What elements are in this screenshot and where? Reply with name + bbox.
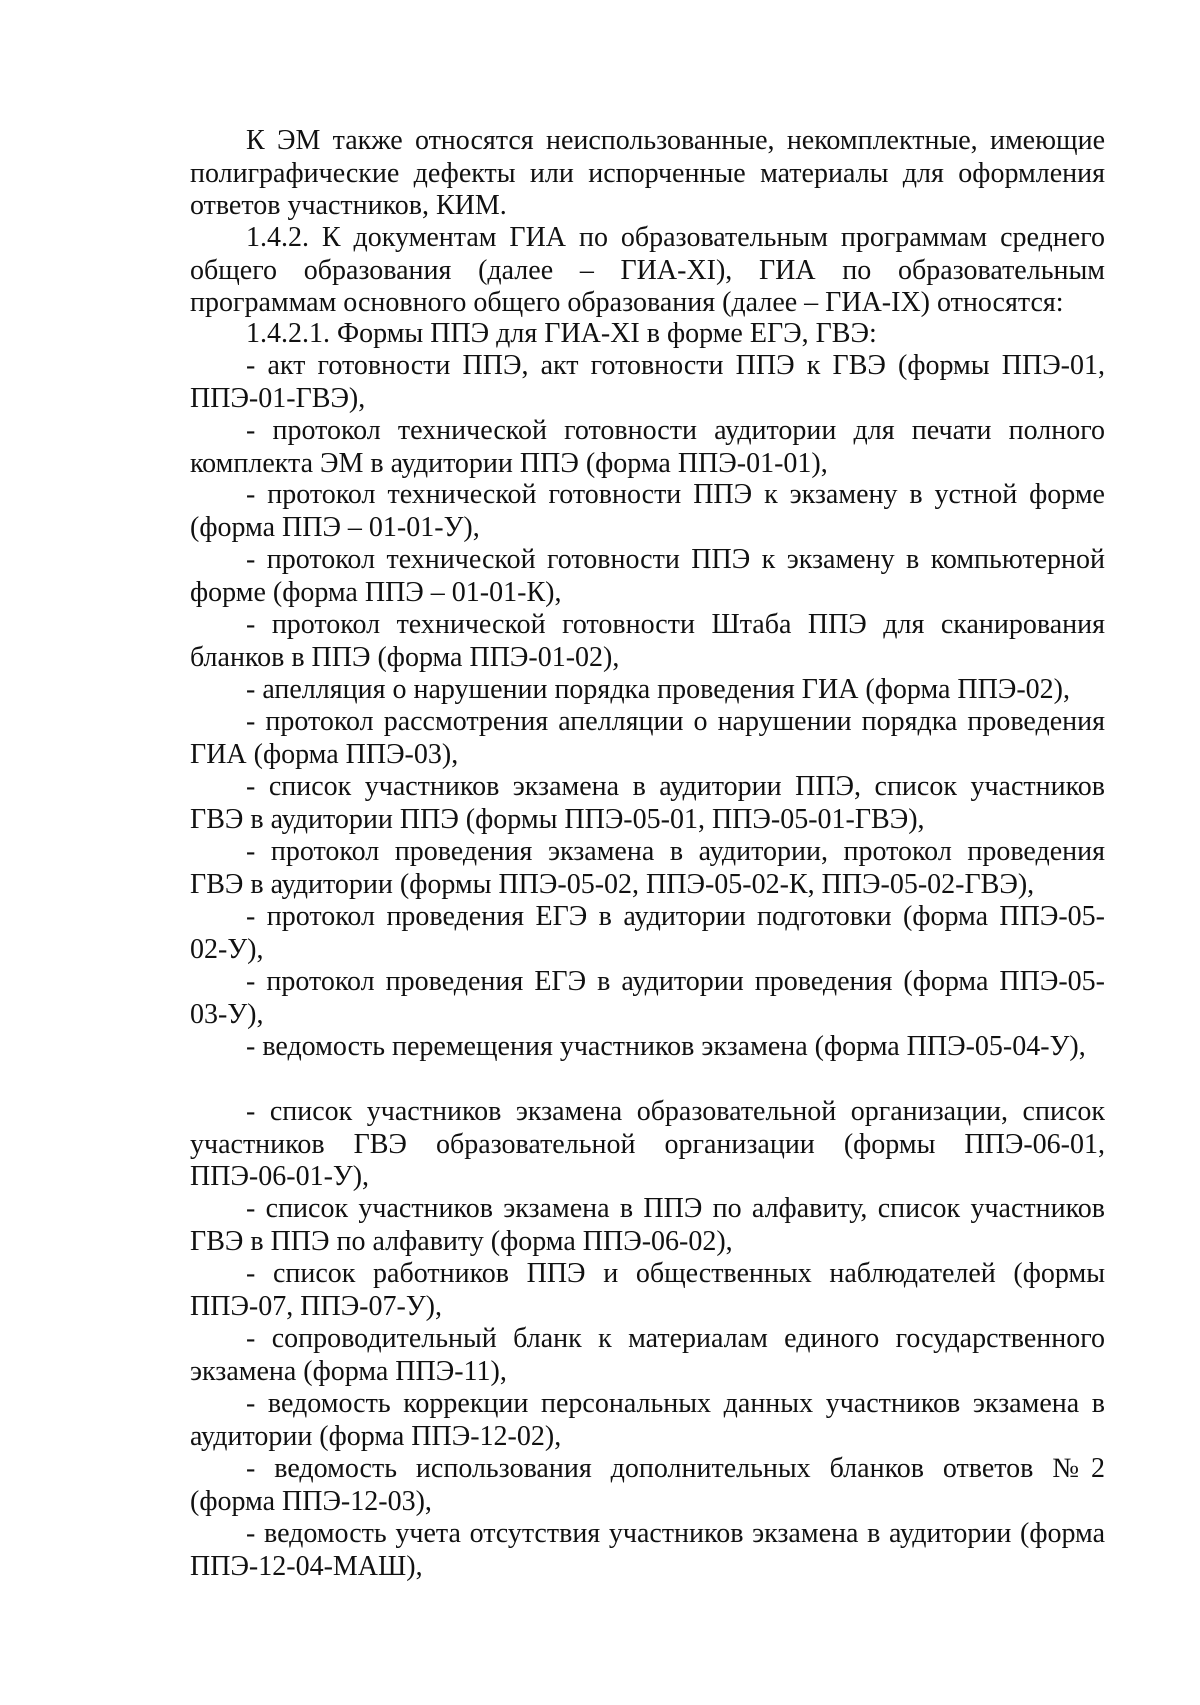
list-item: - протокол технической готовности Штаба ППЭ для сканирования бланков в ППЭ (форма ППЭ-01-02), [190,609,1105,673]
list-item: - протокол технической готовности аудитории для печати полного комплекта ЭМ в аудитории ППЭ (форма ППЭ-01-01), [190,415,1105,479]
list-item: - протокол проведения экзамена в аудитории, протокол проведения ГВЭ в аудитории (формы ППЭ-05-02, ППЭ-05-02-К, ППЭ-05-02-ГВЭ), [190,836,1105,900]
list-item: - протокол проведения ЕГЭ в аудитории подготовки (форма ППЭ-05-02-У), [190,901,1105,965]
list-item: - ведомость перемещения участников экзамена (форма ППЭ-05-04-У), [246,1031,1086,1062]
list-item: - ведомость коррекции персональных данных участников экзамена в аудитории (форма ППЭ-12-02), [190,1388,1105,1452]
paragraph-em-includes: К ЭМ также относятся неиспользованные, некомплектные, имеющие полиграфические дефекты или испорченные материалы для оформления ответов участников, КИМ. [190,125,1105,221]
list-item: - список участников экзамена в аудитории ППЭ, список участников ГВЭ в аудитории ППЭ (формы ППЭ-05-01, ППЭ-05-01-ГВЭ), [190,771,1105,835]
list-item: - акт готовности ППЭ, акт готовности ППЭ к ГВЭ (формы ППЭ-01, ППЭ-01-ГВЭ), [190,350,1105,414]
list-item: - сопроводительный бланк к материалам единого государственного экзамена (форма ППЭ-11), [190,1323,1105,1387]
list-item: - ведомость учета отсутствия участников экзамена в аудитории (форма ППЭ-12-04-МАШ), [190,1518,1105,1582]
list-item: - протокол технической готовности ППЭ к экзамену в компьютерной форме (форма ППЭ – 01-01-К), [190,544,1105,608]
paragraph-1-4-2: 1.4.2. К документам ГИА по образовательным программам среднего общего образования (далее – ГИА-XI), ГИА по образовательным программам основного общего образования (далее – ГИА-IX) относятся: [190,222,1105,318]
list-item: - список участников экзамена в ППЭ по алфавиту, список участников ГВЭ в ППЭ по алфавиту (форма ППЭ-06-02), [190,1193,1105,1257]
list-item: - протокол проведения ЕГЭ в аудитории проведения (форма ППЭ-05-03-У), [190,966,1105,1030]
list-item: - апелляция о нарушении порядка проведения ГИА (форма ППЭ-02), [246,674,1070,705]
list-item: - протокол рассмотрения апелляции о нарушении порядка проведения ГИА (форма ППЭ-03), [190,706,1105,770]
paragraph-1-4-2-1: 1.4.2.1. Формы ППЭ для ГИА-XI в форме ЕГЭ, ГВЭ: [246,318,877,349]
list-item: - протокол технической готовности ППЭ к экзамену в устной форме (форма ППЭ – 01-01-У), [190,479,1105,543]
list-item: - ведомость использования дополнительных бланков ответов №2 (форма ППЭ-12-03), [190,1453,1105,1517]
list-item: - список работников ППЭ и общественных наблюдателей (формы ППЭ-07, ППЭ-07-У), [190,1258,1105,1322]
list-item: - список участников экзамена образовательной организации, список участников ГВЭ образовательной организации (формы ППЭ-06-01, ППЭ-06-01-У), [190,1096,1105,1192]
